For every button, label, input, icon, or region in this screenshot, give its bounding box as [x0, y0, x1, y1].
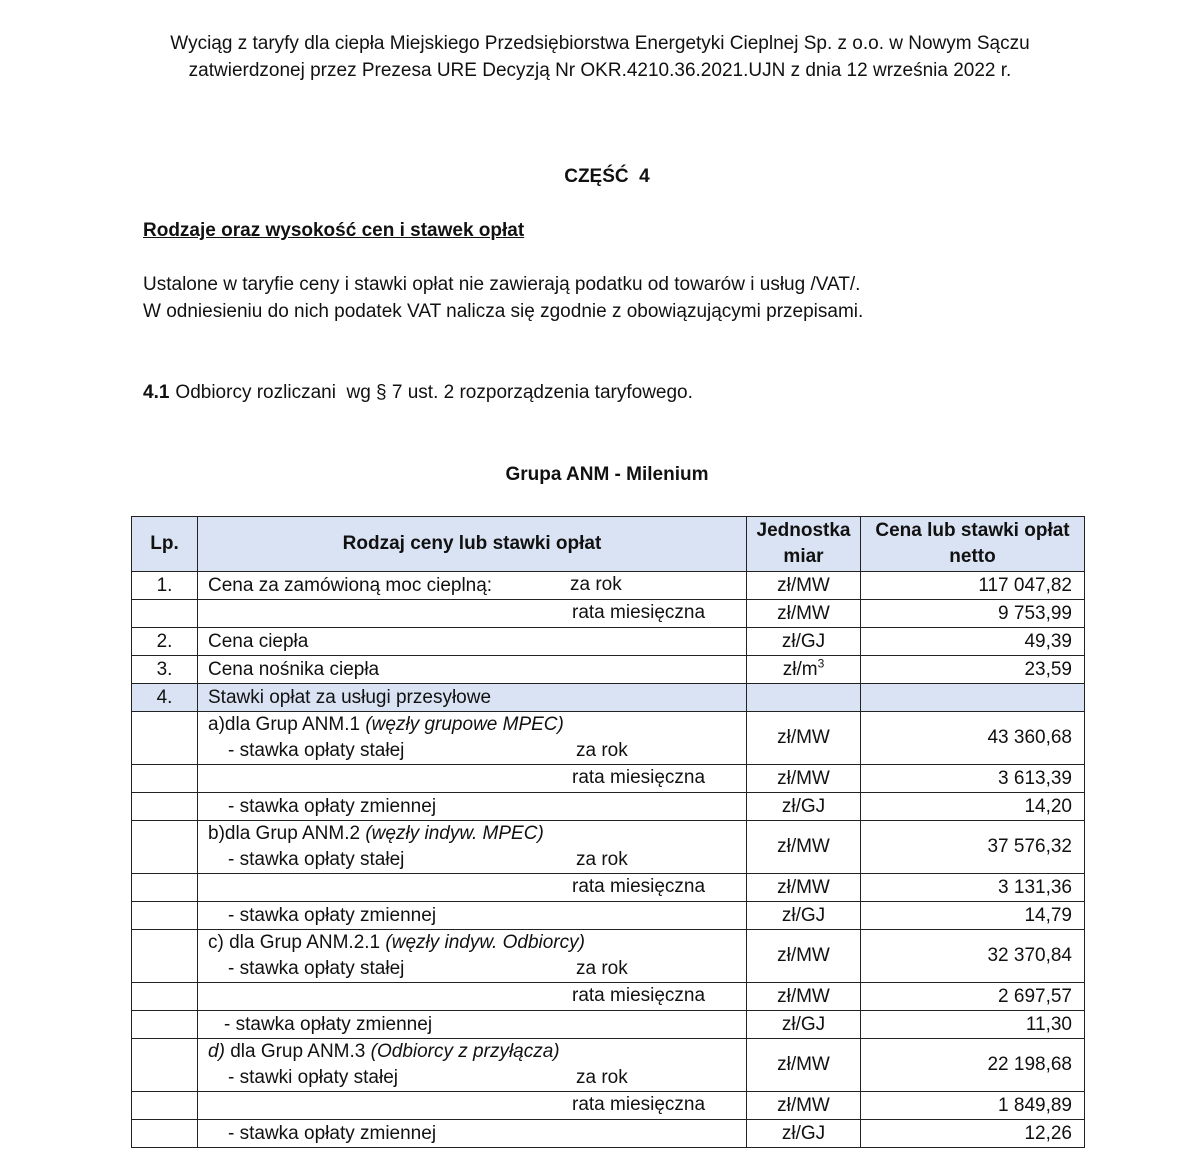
- part-title: CZĘŚĆ 4: [564, 166, 650, 187]
- row-value: 3 613,39: [861, 765, 1085, 793]
- row-unit: zł/MW: [747, 765, 861, 793]
- variable-fee-label: - stawka opłaty zmiennej: [224, 1013, 433, 1035]
- row-value: 1 849,89: [861, 1092, 1085, 1120]
- group-name: dla Grup ANM.1: [224, 714, 366, 735]
- table-row: [132, 930, 1085, 983]
- intro-line-1: Ustalone w taryfie ceny i stawki opłat nie zawierają podatku od towarów i usług /VAT/.: [143, 274, 861, 295]
- period-label: rata miesięczna: [572, 985, 706, 1006]
- group-prefix: a): [208, 714, 225, 735]
- period-label: za rok: [570, 574, 622, 595]
- row-lp-empty: [132, 793, 198, 821]
- header-line-2: zatwierdzonej przez Prezesa URE Decyzją Nr OKR.4210.36.2021.UJN z dnia 12 września 2022 r.: [188, 60, 1012, 81]
- group-line: [208, 1039, 746, 1065]
- table-header-row: [132, 517, 1085, 572]
- row-desc: [198, 572, 747, 600]
- row-unit: zł/MW: [747, 874, 861, 902]
- row-value: 23,59: [861, 656, 1085, 684]
- group-note: (węzły indyw. MPEC): [365, 823, 544, 844]
- group-prefix: b): [208, 823, 225, 844]
- row-value: 12,26: [861, 1120, 1085, 1148]
- period-label: rata miesięczna: [572, 767, 706, 788]
- header-price-line2: netto: [949, 546, 996, 567]
- row-desc: [198, 930, 747, 983]
- header-unit: [747, 517, 861, 572]
- group-prefix: c): [208, 932, 230, 953]
- row-value: 9 753,99: [861, 600, 1085, 628]
- row-lp-empty: [132, 930, 198, 983]
- row-desc: [198, 1039, 747, 1092]
- group-line: [208, 821, 746, 847]
- row-value: 11,30: [861, 1011, 1085, 1039]
- row-unit: zł/GJ: [747, 628, 861, 656]
- variable-fee-label: - stawka opłaty zmiennej: [228, 904, 437, 926]
- row-value: 49,39: [861, 628, 1085, 656]
- period-label: za rok: [576, 958, 628, 979]
- group-line: [208, 930, 746, 956]
- row-lp: 4.: [132, 684, 198, 712]
- table-row: [132, 793, 1085, 821]
- group-name: dla Grup ANM.3: [230, 1041, 371, 1062]
- fixed-fee-label: - stawka opłaty stałej: [228, 740, 405, 761]
- table-row: [132, 765, 1085, 793]
- table-row: [132, 983, 1085, 1011]
- fixed-fee-label: - stawki opłaty stałej: [228, 1067, 399, 1088]
- period-label: rata miesięczna: [572, 876, 706, 897]
- tariff-table: [131, 516, 1085, 1148]
- row-lp-empty: [132, 600, 198, 628]
- fixed-fee-line: [208, 1065, 746, 1091]
- fixed-fee-line: [208, 847, 746, 873]
- row-value: 117 047,82: [861, 572, 1085, 600]
- section-number: 4.1: [143, 382, 170, 403]
- row-unit: zł/MW: [747, 930, 861, 983]
- table-row: [132, 1039, 1085, 1092]
- table-row: [132, 628, 1085, 656]
- unit-superscript: 3: [817, 656, 825, 671]
- fixed-fee-line: [208, 738, 746, 764]
- table-row: [132, 1092, 1085, 1120]
- header-price-line1: Cena lub stawki opłat: [875, 520, 1070, 541]
- row-unit: zł/GJ: [747, 1011, 861, 1039]
- row-desc: [198, 821, 747, 874]
- group-title: Grupa ANM - Milenium: [505, 464, 709, 485]
- row-unit: zł/MW: [747, 572, 861, 600]
- row-unit: zł/MW: [747, 712, 861, 765]
- header-line-1: Wyciąg z taryfy dla ciepła Miejskiego Przedsiębiorstwa Energetyki Cieplnej Sp. z o.o. w Nowym Sączu: [170, 33, 1030, 54]
- row-desc: [198, 1092, 747, 1120]
- row-lp-empty: [132, 874, 198, 902]
- row-lp-empty: [132, 712, 198, 765]
- unit-text: zł/m: [782, 658, 818, 680]
- row-unit: zł/GJ: [747, 793, 861, 821]
- fixed-fee-label: - stawka opłaty stałej: [228, 958, 405, 979]
- row-value: 14,20: [861, 793, 1085, 821]
- period-label: za rok: [576, 849, 628, 870]
- row-unit-empty: [747, 684, 861, 712]
- row-value: 22 198,68: [861, 1039, 1085, 1092]
- table-row: [132, 600, 1085, 628]
- row-value: 3 131,36: [861, 874, 1085, 902]
- row-lp-empty: [132, 1092, 198, 1120]
- row-lp: 2.: [132, 628, 198, 656]
- section-text: Odbiorcy rozliczani wg § 7 ust. 2 rozporządzenia taryfowego.: [175, 382, 693, 403]
- row-desc: [198, 793, 747, 821]
- variable-fee-label: - stawka opłaty zmiennej: [228, 1122, 437, 1144]
- row-lp-empty: [132, 983, 198, 1011]
- header-price: [861, 517, 1085, 572]
- period-label: rata miesięczna: [572, 1094, 706, 1115]
- table-row: [132, 656, 1085, 684]
- table-row: [132, 1011, 1085, 1039]
- period-label: za rok: [576, 740, 628, 761]
- table-row: [132, 1120, 1085, 1148]
- group-name: dla Grup ANM.2.1: [229, 932, 386, 953]
- row-desc: [198, 983, 747, 1011]
- row-desc: [198, 1120, 747, 1148]
- row-desc: [198, 600, 747, 628]
- row-value: 2 697,57: [861, 983, 1085, 1011]
- row-desc: [198, 874, 747, 902]
- group-note: (Odbiorcy z przyłącza): [370, 1041, 560, 1062]
- table-row-highlight: [132, 684, 1085, 712]
- header-lp: Lp.: [132, 517, 198, 572]
- row-unit: zł/MW: [747, 1092, 861, 1120]
- header-unit-line1: Jednostka: [756, 520, 851, 541]
- row-unit: zł/MW: [747, 1039, 861, 1092]
- row-lp-empty: [132, 765, 198, 793]
- row-unit: zł/MW: [747, 983, 861, 1011]
- row-desc: [198, 712, 747, 765]
- variable-fee-label: - stawka opłaty zmiennej: [228, 795, 437, 817]
- row-unit: zł/GJ: [747, 902, 861, 930]
- row-desc: [198, 902, 747, 930]
- row-desc: [198, 1011, 747, 1039]
- fixed-fee-line: [208, 956, 746, 982]
- row-lp-empty: [132, 821, 198, 874]
- table-row: [132, 902, 1085, 930]
- row-unit: zł/MW: [747, 821, 861, 874]
- period-label: rata miesięczna: [572, 602, 706, 623]
- intro-line-2: W odniesieniu do nich podatek VAT nalicza się zgodnie z obowiązującymi przepisami.: [143, 301, 864, 322]
- row-value: 43 360,68: [861, 712, 1085, 765]
- row-value: 37 576,32: [861, 821, 1085, 874]
- row-lp-empty: [132, 1039, 198, 1092]
- section-subtitle: Rodzaje oraz wysokość cen i stawek opłat: [143, 220, 525, 241]
- row-desc: Stawki opłat za usługi przesyłowe: [198, 684, 747, 712]
- table-row: [132, 821, 1085, 874]
- row-lp-empty: [132, 902, 198, 930]
- row-unit: zł/MW: [747, 600, 861, 628]
- group-name: dla Grup ANM.2: [224, 823, 366, 844]
- group-line: [208, 712, 746, 738]
- row-lp: 3.: [132, 656, 198, 684]
- group-note: (węzły indyw. Odbiorcy): [385, 932, 585, 953]
- table-row: [132, 572, 1085, 600]
- row-value-empty: [861, 684, 1085, 712]
- header-unit-line2: miar: [783, 546, 824, 567]
- fixed-fee-label: - stawka opłaty stałej: [228, 849, 405, 870]
- row-value: 14,79: [861, 902, 1085, 930]
- header-desc: Rodzaj ceny lub stawki opłat: [198, 517, 747, 572]
- row-desc: Cena nośnika ciepła: [198, 656, 747, 684]
- section-heading: [143, 382, 693, 404]
- table-row: [132, 712, 1085, 765]
- row-desc: Cena ciepła: [198, 628, 747, 656]
- row-unit: [747, 656, 861, 684]
- row-desc-text: Cena za zamówioną moc cieplną:: [208, 574, 493, 596]
- group-note: (węzły grupowe MPEC): [365, 714, 564, 735]
- row-lp-empty: [132, 1120, 198, 1148]
- period-label: za rok: [576, 1067, 628, 1088]
- group-prefix: d): [208, 1041, 231, 1062]
- row-value: 32 370,84: [861, 930, 1085, 983]
- row-lp: 1.: [132, 572, 198, 600]
- row-lp-empty: [132, 1011, 198, 1039]
- row-desc: [198, 765, 747, 793]
- table-row: [132, 874, 1085, 902]
- row-unit: zł/GJ: [747, 1120, 861, 1148]
